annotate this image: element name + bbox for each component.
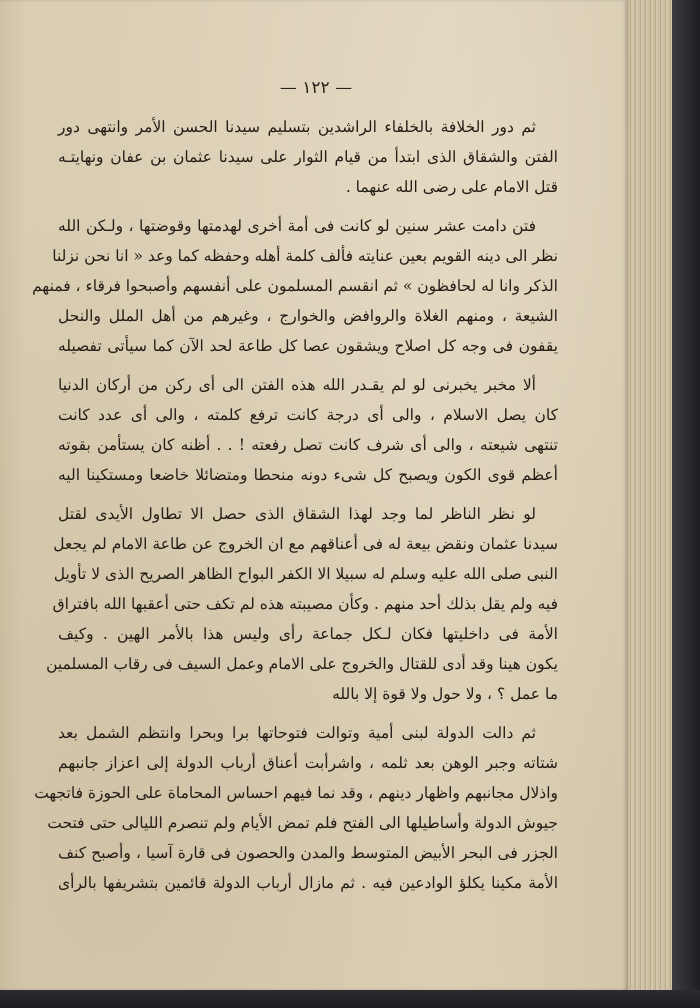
page-text	[32, 112, 558, 907]
text-line: أعظم قوى الكون ويصبح كل شىء دونه منحطا ومتضائلا خاضعا ومستكينا اليه	[58, 466, 558, 484]
text-line: الذكر وانا له لحافظون » ثم انقسم المسلمون على أنفسهم وأصبحوا فرقاء ، فمنهم	[32, 277, 558, 295]
paragraph	[32, 211, 558, 361]
text-line: نظر الى دينه القويم بعين عنايته فألف كلمة أهله وحفظه كما وعد « انا نحن نزلنا	[52, 247, 558, 265]
text-line: كان يصل الاسلام ، والى أى درجة كانت ترفع كلمته ، والى أى عدد كانت	[58, 406, 558, 424]
text-line: الأمة مكينا يكلؤ الوادعين فيه . ثم مازال أرباب الدولة قائمين بتشريفها بالرأى	[58, 874, 558, 892]
text-line: شتاته وجبر الوهن بعد ثلمه ، واشرأبت أعناق أرباب الدولة إلى اعزاز جانبهم	[58, 754, 558, 772]
paragraph	[58, 112, 558, 202]
page-edges	[628, 0, 674, 998]
book-cover-bottom	[0, 990, 700, 1008]
text-line: ألا مخبر يخبرنى لو لم يقـدر الله هذه الفتن الى أى ركن من أركان الدنيا	[58, 376, 536, 394]
text-line: سيدنا عثمان ونقض بيعة له فى أعناقهم مع ان الخروج عن طاعة الامام لم يجعل	[53, 535, 558, 553]
text-line: يكون هينا وقد أدى للقتال والخروج على الامام وعمل السيف فى رقاب المسلمين	[46, 655, 558, 673]
page-number: — ١٢٢ —	[279, 78, 353, 98]
text-line: تنتهى شيعته ، والى أى شرف كانت تصل رفعته ! . . أظنه كان يستأمن بقوته	[58, 436, 558, 454]
paragraph	[34, 718, 558, 898]
text-line: ثم دور الخلافة بالخلفاء الراشدين بتسليم سيدنا الحسن الأمر وانتهى دور	[58, 118, 536, 136]
text-line: واذلال مجانبهم واظهار دينهم ، وقد نما فيهم احساس المحاماة على الحوزة فاتجهت	[34, 784, 558, 802]
text-line: الأمة فى داخليتها فكان لـكل جماعة رأى وليس هذا بالأمر الهين . وكيف	[58, 625, 558, 643]
text-line: فتن دامت عشر سنين لو كانت فى أمة أخرى لهدمتها وقوضتها ، ولـكن الله	[58, 217, 536, 235]
text-line: فيه ولم يقل بذلك أحد منهم . وكأن مصيبته هذه لم تكف حتى أعقبها الله بافتراق	[52, 595, 558, 613]
text-line: قتل الامام على رضى الله عنهما .	[345, 178, 558, 196]
text-line: الشيعة ، ومنهم الغلاة والروافض والخوارج ، وغيرهم من أهل الملل والنحل	[58, 307, 558, 325]
text-line: النبى صلى الله عليه وسلم له سبيلا الا الكفر البواح الظاهر الصريح الذى لا تأويل	[53, 565, 558, 583]
text-line: جيوش الدولة وأساطيلها الى الفتح فلم تمض الأيام ولم تنصرم الليالى حتى فتحت	[47, 814, 558, 832]
text-line: الجزر فى البحر الأبيض المتوسط والمدن والحصون فى قارة آسيا ، وأصبح كنف	[58, 844, 558, 862]
paragraph	[46, 499, 558, 709]
text-line: ثم دالت الدولة لبنى أمية وتوالت فتوحاتها برا وبحرا وانتظم الشمل بعد	[58, 724, 536, 742]
book-cover-edge	[672, 0, 700, 1008]
text-line: ما عمل ؟ ، ولا حول ولا قوة إلا بالله	[332, 685, 558, 703]
text-line: لو نظر الناظر لما وجد لهذا الشقاق الذى حصل الا تطاول الأيدى لقتل	[58, 505, 536, 523]
text-line: الفتن والشقاق الذى ابتدأ من قيام الثوار على سيدنا عثمان بن عفان ونهايتـه	[58, 148, 558, 166]
text-line: يقفون فى وجه كل اصلاح ويشقون عصا كل طاعة لحد الآن كما سيأتى تفصيله	[58, 337, 558, 355]
paragraph	[58, 370, 558, 490]
